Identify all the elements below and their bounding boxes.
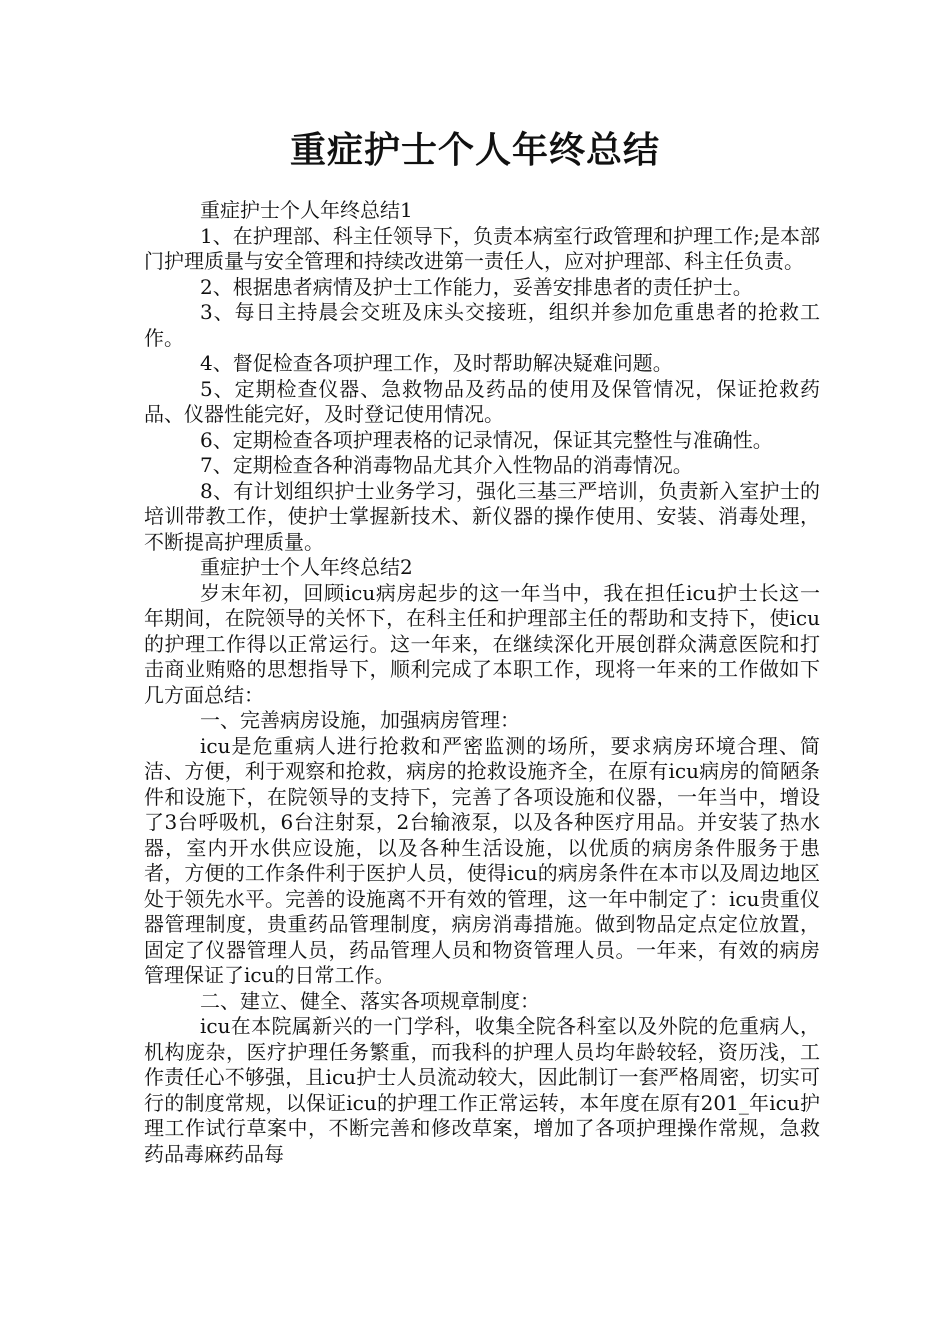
document-body (144, 198, 820, 1167)
paragraph: 8、有计划组织护士业务学习，强化三基三严培训，负责新入室护士的培训带教工作，使护士掌握新技术、新仪器的操作使用、安装、消毒处理，不断提高护理质量。 (144, 478, 820, 554)
paragraph: 7、定期检查各种消毒物品尤其介入性物品的消毒情况。 (200, 453, 693, 477)
paragraph: 4、督促检查各项护理工作，及时帮助解决疑难问题。 (200, 351, 673, 375)
subsection-heading: 二、建立、健全、落实各项规章制度： (200, 988, 540, 1013)
paragraph: 2、根据患者病情及护士工作能力，妥善安排患者的责任护士。 (200, 274, 753, 299)
section-heading: 重症护士个人年终总结1 (200, 198, 413, 222)
paragraph: 岁末年初，回顾icu病房起步的这一年当中，我在担任icu护士长这一年期间，在院领导的关怀下，在科主任和护理部主任的帮助和支持下，使icu的护理工作得以正常运行。这一年来，在继续深化开展创群众满意医院和打击商业贿赂的思想指导下，顺利完成了本职工作，现将一年来的工作做如下几方面总结： (144, 580, 820, 707)
paragraph: 1、在护理部、科主任领导下，负责本病室行政管理和护理工作;是本部门护理质量与安全管理和持续改进第一责任人，应对护理部、科主任负责。 (144, 223, 820, 273)
subsection-heading: 一、完善病房设施，加强病房管理： (200, 708, 520, 732)
paragraph: icu在本院属新兴的一门学科，收集全院各科室以及外院的危重病人，机构庞杂，医疗护理任务繁重，而我科的护理人员均年龄较轻，资历浅，工作责任心不够强，且icu护士人员流动较大，因此制订一套严格周密，切实可行的制度常规，以保证icu的护理工作正常运转，本年度在原有201_年icu护理工作试行草案中，不断完善和修改草案，增加了各项护理操作常规，急救药品毒麻药品每 (144, 1014, 820, 1166)
paragraph: icu是危重病人进行抢救和严密监测的场所，要求病房环境合理、简洁、方便，利于观察和抢救，病房的抢救设施齐全，在原有icu病房的简陋条件和设施下，在院领导的支持下，完善了各项设施和仪器，一年当中，增设了3台呼吸机，6台注射泵，2台输液泵，以及各种医疗用品。并安装了热水器，室内开水供应设施，以及各种生活设施，以优质的病房条件服务于患者，方便的工作条件利于医护人员，使得icu的病房条件在本市以及周边地区处于领先水平。完善的设施离不开有效的管理，这一年中制定了：icu贵重仪器管理制度，贵重药品管理制度，病房消毒措施。做到物品定点定位放置，固定了仪器管理人员，药品管理人员和物资管理人员。一年来，有效的病房管理保证了icu的日常工作。 (144, 733, 820, 987)
section-heading: 重症护士个人年终总结2 (200, 555, 413, 579)
paragraph: 3、每日主持晨会交班及床头交接班，组织并参加危重患者的抢救工作。 (144, 300, 820, 350)
paragraph: 6、定期检查各项护理表格的记录情况，保证其完整性与准确性。 (200, 427, 773, 452)
paragraph: 5、定期检查仪器、急救物品及药品的使用及保管情况，保证抢救药品、仪器性能完好，及时登记使用情况。 (144, 376, 820, 426)
page-title: 重症护士个人年终总结 (289, 130, 660, 171)
